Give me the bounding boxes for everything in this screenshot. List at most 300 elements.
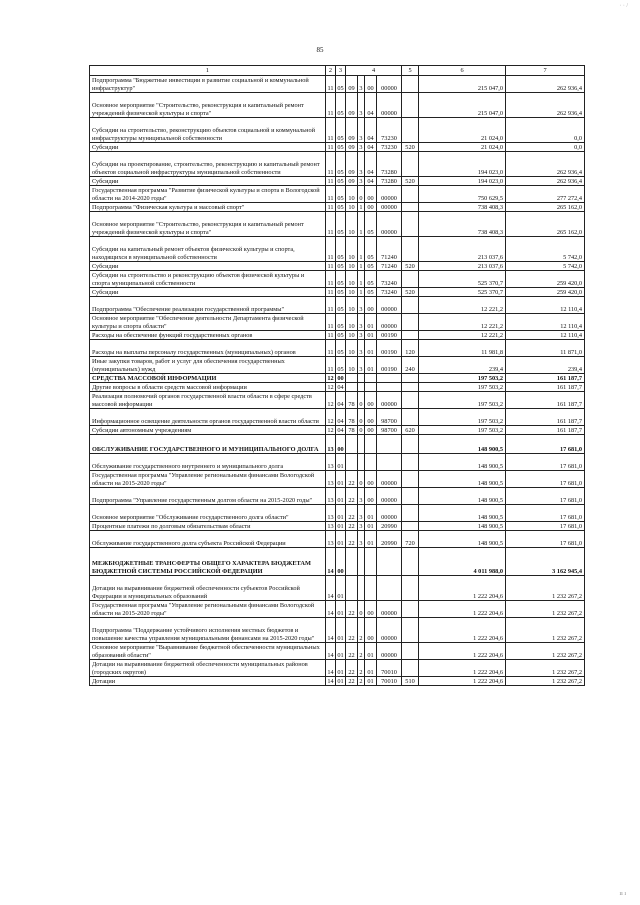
row-section-cell: 11: [327, 288, 334, 296]
row-amount-year2-cell: 1 232 267,2: [506, 643, 585, 660]
row-code-subprogram-cell: 3: [359, 177, 363, 185]
row-code-event-cell: 05: [365, 212, 377, 237]
row-code-direction-cell: 00000: [377, 601, 402, 618]
row-code-event-cell: [365, 383, 377, 392]
table-row: [90, 488, 585, 505]
row-code-program-cell: 10: [346, 203, 358, 212]
row-code-event-cell: 01: [365, 357, 377, 374]
row-name-cell: МЕЖБЮДЖЕТНЫЕ ТРАНСФЕРТЫ ОБЩЕГО ХАРАКТЕРА БЮДЖЕТАМ БЮДЖЕТНОЙ СИСТЕМЫ РОССИЙСКОЙ ФЕДЕРАЦИИ: [90, 548, 326, 576]
row-section-cell: 14: [327, 677, 334, 685]
table-row: [90, 237, 585, 262]
row-name-cell: Основное мероприятие "Обеспечение деятельности Департамента физической культуры и спорта области": [90, 314, 326, 331]
row-expense-type-cell: [402, 409, 419, 426]
row-expense-type-cell: [402, 297, 419, 314]
row-code-subprogram-cell: 3: [358, 152, 365, 177]
row-expense-type-cell: [402, 454, 419, 471]
row-amount-year1-cell: 1 222 204,6: [419, 576, 506, 601]
row-expense-type-cell: 620: [402, 426, 419, 435]
row-expense-type-cell: [402, 471, 419, 488]
row-section-cell: 12: [326, 409, 336, 426]
table-row: [90, 471, 585, 488]
row-amount-year2-cell: 17 681,0: [506, 471, 585, 488]
row-amount-year2-cell: 17 681,0: [506, 505, 585, 522]
row-code-direction-cell: 98700: [377, 426, 402, 435]
table-row: [90, 203, 585, 212]
table-body: [90, 76, 585, 686]
row-code-event-cell: 01: [365, 531, 377, 548]
row-section-cell: 11: [327, 143, 334, 151]
row-amount-year1-cell: 148 900,5: [419, 531, 506, 548]
row-code-program-cell: 22: [346, 531, 358, 548]
row-code-event-cell: 01: [365, 522, 377, 531]
row-section-cell: 14: [326, 618, 336, 643]
row-code-program-cell: 09: [346, 143, 358, 152]
row-code-event-cell: 00: [365, 392, 377, 409]
row-amount-year2-cell: 259 420,0: [506, 288, 585, 297]
row-name-cell: Дотации на выравнивание бюджетной обеспеченности муниципальных районов (городских округов): [90, 660, 326, 677]
row-name-cell: Реализация полномочий органов государственной власти области в сфере средств массовой информации: [90, 392, 326, 409]
row-subsection-cell: 01: [336, 601, 346, 618]
row-subsection-cell: 01: [336, 505, 346, 522]
row-code-program-cell: 09: [346, 118, 358, 143]
row-subsection-cell: 05: [336, 237, 346, 262]
table-row: [90, 262, 585, 271]
page-number: 85: [316, 46, 324, 54]
row-amount-year1-cell: 4 011 988,0: [419, 548, 506, 576]
row-code-event-cell: 00: [365, 601, 377, 618]
row-name-cell: Дотации на выравнивание бюджетной обеспеченности субъектов Российской Федерации и муниципальных образований: [90, 576, 326, 601]
row-name-cell: Подпрограмма "Физическая культура и массовый спорт": [90, 203, 326, 212]
row-subsection-cell: 01: [336, 618, 346, 643]
row-section-cell: 11: [327, 203, 334, 211]
row-subsection-cell: 05: [337, 288, 344, 296]
row-code-subprogram-cell: 3: [358, 314, 365, 331]
row-subsection-cell: 05: [337, 143, 344, 151]
row-section-cell: 14: [326, 576, 336, 601]
row-expense-type-cell: [402, 522, 419, 531]
table-row: [90, 143, 585, 152]
row-code-subprogram-cell: 3: [359, 522, 363, 530]
row-amount-year2-cell: 259 420,0: [506, 271, 585, 288]
row-code-program-cell: 78: [346, 392, 358, 409]
table-row: [90, 93, 585, 118]
row-code-direction-cell: 00000: [377, 618, 402, 643]
table-row: [90, 374, 585, 383]
row-amount-year1-cell: 215 047,0: [419, 76, 506, 93]
row-code-subprogram-cell: 3: [358, 531, 365, 548]
row-amount-year1-cell: 215 047,0: [419, 93, 506, 118]
row-code-direction-cell: 00000: [377, 93, 402, 118]
row-code-subprogram-cell: 1: [358, 271, 365, 288]
row-subsection-cell: 01: [336, 531, 346, 548]
row-expense-type-cell: 520: [402, 288, 419, 297]
row-subsection-cell: 01: [337, 677, 344, 685]
row-amount-year1-cell: 738 408,3: [419, 203, 506, 212]
row-subsection-cell: 01: [336, 643, 346, 660]
table-row: [90, 212, 585, 237]
row-section-cell: 14: [326, 548, 336, 576]
row-amount-year1-cell: 197 503,2: [419, 374, 506, 383]
row-subsection-cell: 04: [337, 383, 344, 391]
table-row: [90, 601, 585, 618]
row-section-cell: 12: [327, 383, 334, 391]
row-code-direction-cell: 98700: [377, 409, 402, 426]
row-code-event-cell: 04: [365, 152, 377, 177]
row-expense-type-cell: 720: [402, 531, 419, 548]
row-code-direction-cell: 00000: [377, 76, 402, 93]
row-code-subprogram-cell: 1: [359, 288, 363, 296]
row-code-direction-cell: 00000: [377, 643, 402, 660]
row-amount-year2-cell: 0,0: [506, 118, 585, 143]
row-code-direction-cell: 71240: [377, 262, 402, 271]
row-code-direction-cell: 00000: [377, 505, 402, 522]
table-row: [90, 331, 585, 340]
row-code-event-cell: [365, 374, 377, 383]
row-section-cell: 13: [326, 531, 336, 548]
row-amount-year1-cell: 148 900,5: [419, 454, 506, 471]
row-code-subprogram-cell: 1: [358, 212, 365, 237]
row-subsection-cell: 05: [336, 340, 346, 357]
row-subsection-cell: 01: [336, 488, 346, 505]
row-code-subprogram-cell: 2: [359, 677, 363, 685]
row-expense-type-cell: [402, 643, 419, 660]
row-code-direction-cell: 00190: [377, 331, 402, 340]
row-expense-type-cell: [402, 331, 419, 340]
row-code-program-cell: 10: [346, 186, 358, 203]
row-name-cell: Иные закупки товаров, работ и услуг для обеспечения государственных (муниципальных) нужд: [90, 357, 326, 374]
row-code-event-cell: 00: [365, 203, 377, 212]
row-subsection-cell: 01: [337, 522, 344, 530]
row-code-subprogram-cell: 0: [359, 426, 363, 434]
row-code-event-cell: 04: [365, 93, 377, 118]
header-col-5: 5: [402, 66, 419, 76]
row-code-subprogram-cell: 2: [358, 660, 365, 677]
row-code-subprogram-cell: 2: [358, 643, 365, 660]
header-col-7: 7: [506, 66, 585, 76]
row-amount-year1-cell: 21 024,0: [419, 118, 506, 143]
row-section-cell: 11: [327, 262, 334, 270]
row-subsection-cell: 05: [336, 93, 346, 118]
row-amount-year1-cell: 197 503,2: [419, 392, 506, 409]
row-code-subprogram-cell: 0: [358, 392, 365, 409]
table-row: [90, 576, 585, 601]
row-amount-year1-cell: 194 023,0: [419, 152, 506, 177]
row-section-cell: 11: [326, 271, 336, 288]
row-name-cell: Подпрограмма "Бюджетные инвестиции в развитие социальной и коммунальной инфраструктур": [90, 76, 326, 93]
table-row: [90, 314, 585, 331]
row-section-cell: 13: [326, 435, 336, 454]
row-code-direction-cell: [377, 383, 402, 392]
row-subsection-cell: 05: [336, 271, 346, 288]
row-name-cell: Информационное освещение деятельности органов государственной власти области: [90, 409, 326, 426]
row-amount-year1-cell: 1 222 204,6: [419, 677, 506, 686]
row-amount-year1-cell: 197 503,2: [419, 383, 506, 392]
row-expense-type-cell: 510: [402, 677, 419, 686]
row-name-cell: Расходы на обеспечение функций государственных органов: [90, 331, 326, 340]
table-row: [90, 271, 585, 288]
row-code-event-cell: [365, 454, 377, 471]
row-amount-year2-cell: 265 162,0: [506, 203, 585, 212]
row-amount-year1-cell: 12 221,2: [419, 297, 506, 314]
row-code-event-cell: 00: [365, 488, 377, 505]
row-subsection-cell: 01: [336, 576, 346, 601]
row-code-program-cell: 10: [346, 314, 358, 331]
row-code-event-cell: 05: [365, 288, 377, 297]
table-row: [90, 454, 585, 471]
row-amount-year1-cell: 1 222 204,6: [419, 660, 506, 677]
row-code-direction-cell: 00000: [377, 314, 402, 331]
row-amount-year1-cell: 1 222 204,6: [419, 643, 506, 660]
row-code-direction-cell: 73280: [377, 152, 402, 177]
row-section-cell: 11: [327, 177, 334, 185]
row-expense-type-cell: [402, 488, 419, 505]
row-code-subprogram-cell: 1: [359, 262, 363, 270]
header-col-3: 3: [336, 66, 346, 76]
row-code-subprogram-cell: 3: [358, 297, 365, 314]
budget-table-container: [89, 65, 584, 686]
row-amount-year2-cell: 11 871,0: [506, 340, 585, 357]
row-name-cell: Другие вопросы в области средств массовой информации: [90, 383, 326, 392]
row-code-event-cell: [365, 548, 377, 576]
row-name-cell: Субсидии: [90, 143, 326, 152]
row-code-direction-cell: [377, 576, 402, 601]
row-code-program-cell: 78: [346, 426, 358, 435]
row-expense-type-cell: [402, 314, 419, 331]
row-code-event-cell: 05: [365, 237, 377, 262]
header-col-6: 6: [419, 66, 506, 76]
row-name-cell: Основное мероприятие "Выравнивание бюджетной обеспеченности муниципальных образований области": [90, 643, 326, 660]
table-row: [90, 548, 585, 576]
row-expense-type-cell: [402, 618, 419, 643]
row-expense-type-cell: [402, 548, 419, 576]
table-row: [90, 660, 585, 677]
row-amount-year1-cell: 197 503,2: [419, 426, 506, 435]
row-section-cell: 11: [326, 152, 336, 177]
row-amount-year2-cell: 0,0: [506, 143, 585, 152]
row-section-cell: 11: [326, 186, 336, 203]
row-section-cell: 12: [327, 426, 334, 434]
row-code-program-cell: 22: [346, 488, 358, 505]
row-code-direction-cell: 20990: [377, 531, 402, 548]
row-code-direction-cell: [377, 454, 402, 471]
row-code-direction-cell: 00190: [377, 357, 402, 374]
row-code-program-cell: 10: [346, 297, 358, 314]
corner-mark: · · /: [619, 3, 628, 9]
row-code-event-cell: 01: [365, 505, 377, 522]
row-code-program-cell: [346, 548, 358, 576]
row-amount-year2-cell: 1 232 267,2: [506, 677, 585, 686]
row-amount-year1-cell: 750 629,5: [419, 186, 506, 203]
table-row: [90, 505, 585, 522]
table-row: [90, 186, 585, 203]
table-row: [90, 297, 585, 314]
table-row: [90, 357, 585, 374]
row-code-subprogram-cell: [358, 435, 365, 454]
row-code-program-cell: [346, 435, 358, 454]
row-amount-year2-cell: 262 936,4: [506, 152, 585, 177]
row-name-cell: Государственная программа "Развитие физической культуры и спорта в Вологодской области на 2014-2020 годы": [90, 186, 326, 203]
table-row: [90, 426, 585, 435]
row-amount-year2-cell: 161 187,7: [506, 426, 585, 435]
row-code-program-cell: 10: [346, 212, 358, 237]
row-code-subprogram-cell: 3: [358, 340, 365, 357]
row-code-program-cell: 22: [346, 522, 358, 531]
row-expense-type-cell: [402, 505, 419, 522]
row-code-direction-cell: 20990: [377, 522, 402, 531]
row-code-event-cell: 01: [365, 677, 377, 686]
row-section-cell: 11: [326, 297, 336, 314]
row-name-cell: Субсидии: [90, 177, 326, 186]
row-code-program-cell: 10: [346, 237, 358, 262]
row-subsection-cell: 01: [336, 471, 346, 488]
row-expense-type-cell: [402, 383, 419, 392]
row-expense-type-cell: [402, 152, 419, 177]
table-row: [90, 76, 585, 93]
row-expense-type-cell: [402, 601, 419, 618]
row-amount-year1-cell: 1 222 204,6: [419, 618, 506, 643]
row-code-direction-cell: 00000: [377, 471, 402, 488]
row-subsection-cell: 05: [337, 331, 344, 339]
row-code-program-cell: 22: [346, 618, 358, 643]
row-code-subprogram-cell: [358, 383, 365, 392]
row-code-program-cell: 22: [346, 677, 358, 686]
row-subsection-cell: 05: [337, 262, 344, 270]
row-code-subprogram-cell: 3: [358, 93, 365, 118]
row-code-program-cell: 10: [346, 262, 358, 271]
row-amount-year2-cell: 17 681,0: [506, 522, 585, 531]
row-code-subprogram-cell: 1: [359, 203, 363, 211]
row-code-direction-cell: 00000: [377, 212, 402, 237]
row-subsection-cell: 00: [336, 548, 346, 576]
row-code-subprogram-cell: 0: [358, 601, 365, 618]
budget-table: [89, 65, 585, 686]
row-name-cell: Подпрограмма "Управление государственным долгом области на 2015-2020 годы": [90, 488, 326, 505]
row-amount-year1-cell: 148 900,5: [419, 505, 506, 522]
row-amount-year2-cell: 12 110,4: [506, 297, 585, 314]
row-amount-year2-cell: 12 110,4: [506, 314, 585, 331]
row-code-subprogram-cell: 3: [358, 505, 365, 522]
row-name-cell: Дотации: [90, 677, 326, 686]
row-name-cell: Основное мероприятие "Обслуживание государственного долга области": [90, 505, 326, 522]
row-amount-year2-cell: 262 936,4: [506, 76, 585, 93]
row-section-cell: 11: [326, 340, 336, 357]
row-code-direction-cell: 70010: [377, 660, 402, 677]
row-code-subprogram-cell: [358, 548, 365, 576]
row-subsection-cell: 05: [336, 357, 346, 374]
row-expense-type-cell: [402, 576, 419, 601]
row-amount-year2-cell: 17 681,0: [506, 454, 585, 471]
row-section-cell: 11: [327, 331, 334, 339]
row-amount-year1-cell: 148 900,5: [419, 435, 506, 454]
row-code-event-cell: 00: [365, 618, 377, 643]
row-code-program-cell: 09: [346, 152, 358, 177]
row-name-cell: Обслуживание государственного долга субъекта Российской Федерации: [90, 531, 326, 548]
row-subsection-cell: 05: [336, 314, 346, 331]
row-subsection-cell: 05: [336, 212, 346, 237]
row-amount-year1-cell: 148 900,5: [419, 522, 506, 531]
row-code-program-cell: [346, 383, 358, 392]
row-name-cell: Субсидии на проектирование, строительство, реконструкцию и капитальный ремонт объектов социальной инфраструктуры муниципальной собственности: [90, 152, 326, 177]
row-name-cell: СРЕДСТВА МАССОВОЙ ИНФОРМАЦИИ: [90, 374, 326, 383]
table-row: [90, 531, 585, 548]
row-code-direction-cell: 00000: [377, 203, 402, 212]
row-expense-type-cell: 520: [402, 262, 419, 271]
row-code-subprogram-cell: [358, 374, 365, 383]
row-amount-year1-cell: 12 221,2: [419, 331, 506, 340]
row-code-program-cell: 10: [346, 271, 358, 288]
row-amount-year1-cell: 11 981,8: [419, 340, 506, 357]
row-code-program-cell: 22: [346, 601, 358, 618]
row-code-subprogram-cell: 3: [359, 331, 363, 339]
row-amount-year1-cell: 12 221,2: [419, 314, 506, 331]
row-subsection-cell: 04: [336, 409, 346, 426]
row-section-cell: 11: [326, 357, 336, 374]
corner-mark-bottom: ıı ı: [619, 891, 626, 897]
row-code-event-cell: 05: [365, 262, 377, 271]
row-code-direction-cell: 00190: [377, 340, 402, 357]
row-code-direction-cell: 71240: [377, 237, 402, 262]
row-amount-year2-cell: 5 742,0: [506, 237, 585, 262]
row-code-event-cell: 00: [365, 409, 377, 426]
row-name-cell: Субсидии: [90, 262, 326, 271]
table-row: [90, 383, 585, 392]
row-name-cell: Субсидии на строительство и реконструкцию объектов физической культуры и спорта муниципальной собственности: [90, 271, 326, 288]
row-amount-year1-cell: 148 900,5: [419, 488, 506, 505]
row-code-program-cell: 22: [346, 643, 358, 660]
row-amount-year2-cell: 161 187,7: [506, 374, 585, 383]
row-code-program-cell: [346, 374, 358, 383]
row-code-subprogram-cell: [358, 576, 365, 601]
row-amount-year1-cell: 239,4: [419, 357, 506, 374]
row-name-cell: Субсидии автономным учреждениям: [90, 426, 326, 435]
row-expense-type-cell: 520: [402, 177, 419, 186]
row-amount-year1-cell: 194 023,0: [419, 177, 506, 186]
row-section-cell: 14: [326, 601, 336, 618]
row-amount-year2-cell: 239,4: [506, 357, 585, 374]
row-code-subprogram-cell: 3: [359, 143, 363, 151]
row-code-event-cell: 04: [365, 177, 377, 186]
row-code-event-cell: 01: [365, 331, 377, 340]
row-code-direction-cell: [377, 374, 402, 383]
row-subsection-cell: 05: [336, 118, 346, 143]
row-code-subprogram-cell: 0: [358, 471, 365, 488]
row-expense-type-cell: [402, 392, 419, 409]
row-amount-year2-cell: 161 187,7: [506, 383, 585, 392]
row-code-subprogram-cell: 0: [358, 186, 365, 203]
row-code-program-cell: [346, 576, 358, 601]
row-code-direction-cell: 70010: [377, 677, 402, 686]
row-name-cell: Субсидии: [90, 288, 326, 297]
row-name-cell: Подпрограмма "Обеспечение реализации государственной программы": [90, 297, 326, 314]
row-name-cell: Расходы на выплаты персоналу государственных (муниципальных) органов: [90, 340, 326, 357]
row-amount-year2-cell: 161 187,7: [506, 409, 585, 426]
table-row: [90, 340, 585, 357]
row-expense-type-cell: [402, 186, 419, 203]
row-code-direction-cell: 00000: [377, 488, 402, 505]
row-section-cell: 13: [326, 454, 336, 471]
table-row: [90, 522, 585, 531]
row-amount-year1-cell: 738 408,3: [419, 212, 506, 237]
row-amount-year1-cell: 1 222 204,6: [419, 601, 506, 618]
table-row: [90, 118, 585, 143]
row-code-subprogram-cell: 3: [358, 357, 365, 374]
row-amount-year2-cell: 1 232 267,2: [506, 660, 585, 677]
row-amount-year2-cell: 12 110,4: [506, 331, 585, 340]
row-code-subprogram-cell: 3: [358, 488, 365, 505]
row-section-cell: 11: [326, 93, 336, 118]
table-row: [90, 288, 585, 297]
row-code-program-cell: 78: [346, 409, 358, 426]
